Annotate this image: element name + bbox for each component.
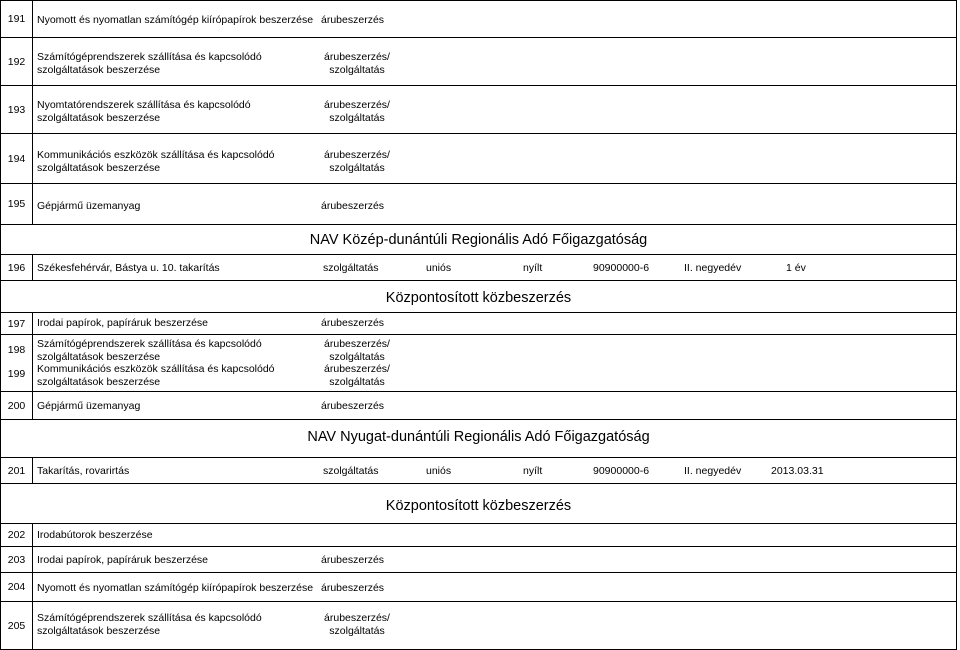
row-type: árubeszerzés: [321, 400, 385, 412]
table-row: [0, 38, 957, 86]
row-number: 203: [1, 547, 33, 572]
row-scope: uniós: [426, 262, 452, 274]
row-description: [37, 149, 275, 174]
row-number: 201: [1, 458, 33, 483]
table-row: [0, 458, 957, 484]
number-column: [1, 335, 33, 391]
section-title: Központosított közbeszerzés: [385, 290, 572, 306]
row-number: 195: [1, 184, 33, 224]
type-line: szolgáltatás: [329, 624, 385, 637]
row-type: [317, 338, 397, 388]
table-row: [0, 524, 957, 547]
desc-line: Számítógéprendszerek szállítása és kapcsolódó: [37, 612, 262, 624]
type-line: árubeszerzés/: [324, 338, 390, 350]
row-description: [37, 99, 251, 124]
row-number: 199: [7, 368, 26, 380]
row-description: Takarítás, rovarirtás: [37, 465, 130, 477]
desc-line: Kommunikációs eszközök szállítása és kapcsolódó: [37, 149, 275, 161]
row-cpv: 90900000-6: [593, 465, 650, 477]
row-type: árubeszerzés: [321, 582, 385, 594]
section-heading: [0, 484, 957, 524]
row-duration: 2013.03.31: [771, 465, 824, 477]
table-row: [0, 255, 957, 281]
row-description: [37, 612, 262, 637]
desc-line: Kommunikációs eszközök szállítása és kapcsolódó: [37, 363, 275, 375]
desc-line: szolgáltatások beszerzése: [37, 161, 161, 174]
row-type: árubeszerzés: [321, 554, 385, 566]
type-line: szolgáltatás: [329, 161, 385, 174]
row-description: Gépjármű üzemanyag: [37, 200, 141, 212]
table-row-group: [0, 335, 957, 392]
section-heading: [0, 420, 957, 458]
type-line: szolgáltatás: [329, 375, 385, 388]
section-heading: [0, 281, 957, 313]
type-line: árubeszerzés/: [324, 99, 390, 111]
desc-line: Számítógéprendszerek szállítása és kapcsolódó: [37, 338, 262, 350]
type-line: szolgáltatás: [329, 63, 385, 76]
section-title: NAV Nyugat-dunántúli Regionális Adó Főigazgatóság: [307, 429, 650, 445]
desc-line: Számítógéprendszerek szállítása és kapcsolódó: [37, 51, 262, 63]
row-description: Irodai papírok, papíráruk beszerzése: [37, 554, 209, 566]
type-line: árubeszerzés/: [324, 51, 390, 63]
row-type: [317, 149, 397, 174]
desc-line: szolgáltatások beszerzése: [37, 63, 161, 76]
row-number: 192: [1, 38, 33, 85]
row-number: 205: [1, 602, 33, 649]
row-quarter: II. negyedév: [684, 465, 742, 477]
row-procedure: nyílt: [523, 465, 543, 477]
table-row: [0, 86, 957, 134]
row-scope: uniós: [426, 465, 452, 477]
row-type: árubeszerzés: [321, 200, 385, 212]
row-number: 197: [1, 313, 33, 334]
type-line: árubeszerzés/: [324, 363, 390, 375]
table-row: [0, 313, 957, 335]
section-title: Központosított közbeszerzés: [385, 498, 572, 514]
row-number: 193: [1, 86, 33, 133]
type-line: árubeszerzés/: [324, 612, 390, 624]
desc-line: szolgáltatások beszerzése: [37, 375, 161, 388]
row-type: árubeszerzés: [321, 317, 385, 329]
row-description: Irodai papírok, papíráruk beszerzése: [37, 317, 209, 329]
row-number: 204: [1, 573, 33, 601]
row-cpv: 90900000-6: [593, 262, 650, 274]
desc-line: szolgáltatások beszerzése: [37, 350, 161, 363]
row-number: 194: [1, 134, 33, 183]
row-duration: 1 év: [786, 262, 806, 274]
row-type: [317, 612, 397, 637]
type-line: szolgáltatás: [329, 350, 385, 363]
row-number: 200: [1, 392, 33, 419]
row-number: 202: [1, 524, 33, 546]
type-line: árubeszerzés/: [324, 149, 390, 161]
section-heading: [0, 225, 957, 255]
table-row: [0, 547, 957, 573]
table-row: [0, 573, 957, 602]
row-type: árubeszerzés: [321, 14, 385, 26]
row-description: [37, 338, 275, 388]
row-type: [317, 51, 397, 76]
type-line: szolgáltatás: [329, 111, 385, 124]
row-type: [317, 99, 397, 124]
row-description: Nyomott és nyomatlan számítógép kiírópapírok beszerzése: [37, 14, 314, 26]
row-type: szolgáltatás: [323, 262, 379, 274]
row-number: 196: [1, 255, 33, 280]
table-row: [0, 602, 957, 650]
table-row: [0, 134, 957, 184]
row-number: 191: [1, 1, 33, 37]
row-number: 198: [7, 344, 26, 356]
section-title: NAV Közép-dunántúli Regionális Adó Főigazgatóság: [309, 232, 648, 248]
desc-line: szolgáltatások beszerzése: [37, 111, 161, 124]
table-row: [0, 184, 957, 225]
row-description: Székesfehérvár, Bástya u. 10. takarítás: [37, 262, 220, 274]
row-description: Gépjármű üzemanyag: [37, 400, 141, 412]
row-description: Irodabútorok beszerzése: [37, 529, 153, 541]
row-description: Nyomott és nyomatlan számítógép kiírópapírok beszerzése: [37, 582, 314, 594]
table-row: [0, 392, 957, 420]
desc-line: szolgáltatások beszerzése: [37, 624, 161, 637]
desc-line: Nyomtatórendszerek szállítása és kapcsolódó: [37, 99, 251, 111]
row-description: [37, 51, 262, 76]
table-row: [0, 0, 957, 38]
row-type: szolgáltatás: [323, 465, 379, 477]
row-quarter: II. negyedév: [684, 262, 742, 274]
row-procedure: nyílt: [523, 262, 543, 274]
